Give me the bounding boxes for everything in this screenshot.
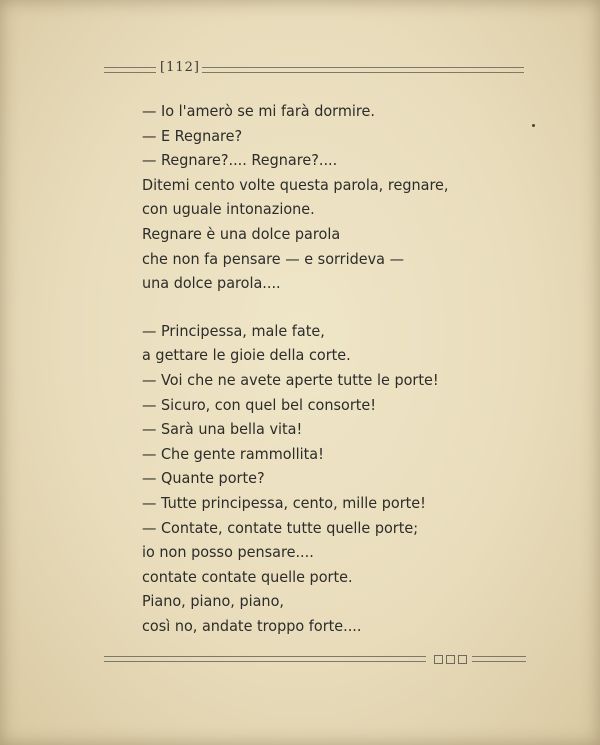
ornament-square-icon [446,655,455,664]
poem-line: — Sicuro, con quel bel consorte! [142,395,377,414]
poem-line: con uguale intonazione. [142,200,315,219]
page-header [104,60,524,80]
poem-line: — Tutte principessa, cento, mille porte! [142,493,426,512]
poem-line: — Io l'amerò se mi farà dormire. [142,102,375,120]
poem-line: — Contate, contate tutte quelle porte; [142,518,419,537]
stanza-break [142,296,542,319]
poem-line: — Quante porte? [142,469,265,488]
poem-line: una dolce parola.... [142,274,281,293]
poem-line: — Sarà una bella vita! [142,420,303,439]
poem-line: — E Regnare? [142,126,243,145]
poem-line: contate contate quelle porte. [142,567,353,586]
poem-line: Regnare è una dolce parola [142,224,341,243]
header-rule-left [104,67,156,73]
poem-line: — Voi che ne avete aperte tutte le porte! [142,370,439,389]
header-rule-right [202,67,524,73]
poem-line: — Che gente rammollita! [142,444,324,463]
poem-text [142,99,542,638]
page-number: [112] [160,60,200,75]
ornament-square-icon [458,655,467,664]
page-footer-ornament [104,654,526,668]
poem-line: — Regnare?.... Regnare?.... [142,151,338,170]
footer-rule-left [104,656,426,662]
ornament-square-icon [434,655,443,664]
poem-line: a gettare le gioie della corte. [142,346,351,365]
poem-line: io non posso pensare.... [142,543,314,562]
footer-rule-right [472,656,526,662]
poem-line: Ditemi cento volte questa parola, regnare, [142,175,449,194]
poem-line: così no, andate troppo forte.... [142,616,362,635]
poem-line: che non fa pensare — e sorrideva — [142,249,404,268]
poem-line: Piano, piano, piano, [142,592,284,611]
poem-line: — Principessa, male fate, [142,321,325,340]
